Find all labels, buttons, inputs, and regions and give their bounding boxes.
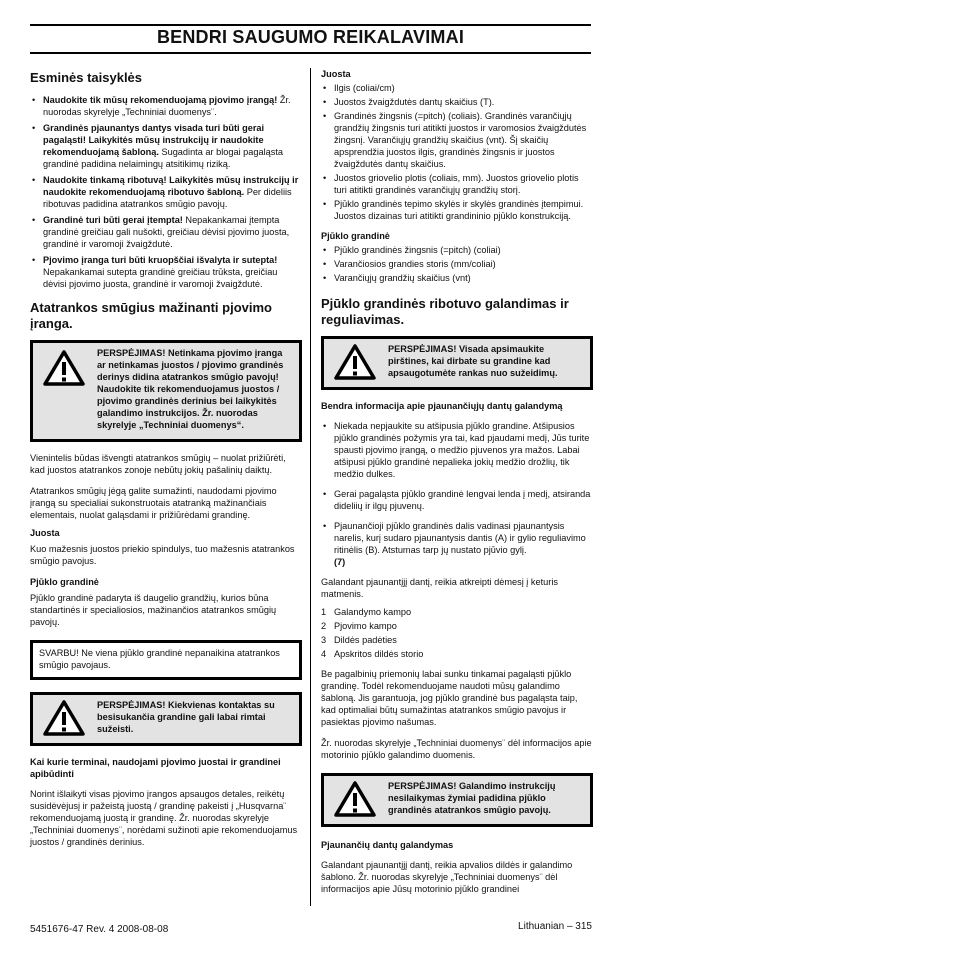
subheading-terms: Kai kurie terminai, naudojami pjovimo juostai ir grandinei apibūdinti: [30, 757, 281, 779]
header-bottom-rule: [30, 52, 591, 54]
subheading-chain: Pjūklo grandinė: [321, 231, 390, 241]
footer-page-number: Lithuanian – 315: [518, 921, 592, 932]
list-item: • Naudokite tik mūsų rekomenduojamą pjovimo įrangą! Žr. nuorodas skyrelyje „Techniniai duomenys¨.: [30, 94, 302, 118]
list-item: • Varančiųjų grandžių skaičius (vnt): [321, 272, 593, 284]
paragraph: Galandant pjaunantįjį dantį, reikia atkreipti dėmesį į keturis matmenis.: [321, 577, 558, 599]
list-item: 3 Dildės padėties: [321, 635, 397, 645]
paragraph: Pjūklo grandinė padaryta iš daugelio grandžių, kurios būna standartinės ir specialiosios, mažinančios atatrankos smūgių pavojų.: [30, 593, 277, 627]
important-box: SVARBU! Ne viena pjūklo grandinė nepanaikina atatrankos smūgio pavojaus.: [30, 640, 302, 680]
page-title: BENDRI SAUGUMO REIKALAVIMAI: [156, 27, 465, 47]
list-item: • Ilgis (coliai/cm): [321, 82, 593, 94]
list-item: 2 Pjovimo kampo: [321, 621, 397, 631]
paragraph: Norint išlaikyti visas pjovimo įrangos apsaugos detales, reikėtų susidėvėjusį ir pažeistą juostą / grandinę pakeisti į „Husqvarna¨ rekomenduojamą juostą ir grandinę. Žr. nuorodas skyrelyje „Techniniai duomenys¨, norėdami sužinoti apie rekomenduojamus juostos / grandinės derinius.: [30, 789, 298, 847]
warning-triangle-icon: [39, 699, 89, 737]
warning-box: [321, 773, 593, 827]
list-item: 4 Apskritos dildės storio: [321, 649, 424, 659]
sharpening-info-list: [321, 420, 593, 568]
list-item: • Juostos žvaigždutės dantų skaičius (T).: [321, 96, 593, 108]
paragraph: Atatrankos smūgių jėgą galite sumažinti, naudodami pjovimo įrangą su specialiai sukonstruotais atatranką mažinančiais elementais, nuolat galąsdami ir prižiūrėdami grandinę.: [30, 486, 277, 520]
list-item: • Gerai pagaląsta pjūklo grandinė lengvai lenda į medį, atsiranda dideliių ir ilgų pjuvenų.: [321, 488, 593, 512]
list-item: 1 Galandymo kampo: [321, 607, 412, 617]
list-item: • Pjaunančioji pjūklo grandinės dalis vadinasi pjaunantysis narelis, kurį sudaro pjaunantysis dantis (A) ir gylio reguliavimo ritinėlis (B). Atstumas tarp jų nustato pjūvio gylį. (7): [321, 520, 593, 568]
sharpening-dimensions-list: [321, 606, 593, 660]
list-item: • Grandinės pjaunantys dantys visada turi būti gerai pagaląsti! Laikykitės mūsų instrukcijų ir naudokite rekomenduojamą šabloną. Sugadinta ar blogai pagaląsta grandinė padidina nelaimingų atsitikimų riziką.: [30, 122, 302, 170]
list-item: • Pjovimo įranga turi būti kruopščiai išvalyta ir sutepta! Nepakankamai sutepta grandinė greičiau trūksta, greičiau dėvisi pjovimo juosta, grandinė ir varomoji žvaigždutė.: [30, 254, 302, 290]
right-column: [321, 68, 593, 904]
column-divider: [310, 68, 311, 906]
heading-basic-rules: Esminės taisyklės: [30, 70, 143, 85]
basic-rules-list: [30, 94, 302, 290]
left-column: [30, 68, 302, 857]
figure-reference: (7): [334, 557, 346, 567]
warning-triangle-icon: [330, 780, 380, 818]
subheading-chain: Pjūklo grandinė: [30, 577, 99, 587]
subheading-cutter-sharpening: Pjaunančių dantų galandymas: [321, 840, 454, 850]
bar-specs-list: [321, 82, 593, 222]
list-item: • Pjūklo grandinės tepimo skylės ir skylės grandinės įtempimui. Juostos dizainas turi atitikti grandininio pjūklo konstrukciją.: [321, 198, 593, 222]
heading-sharpening: Pjūklo grandinės ribotuvo galandimas ir reguliavimas.: [321, 296, 569, 327]
warning-text: PERSPĖJIMAS! Kiekvienas kontaktas su besisukančia grandine gali labai rimtai sužeisti.: [97, 700, 275, 734]
heading-kickback-equipment: Atatrankos smūgius mažinanti pjovimo įranga.: [30, 300, 272, 331]
warning-box: [30, 692, 302, 746]
warning-triangle-icon: [39, 347, 89, 389]
subheading-general-info: Bendra informacija apie pjaunančiųjų dantų galandymą: [321, 401, 563, 411]
warning-text: PERSPĖJIMAS! Galandimo instrukcijų nesilaikymas žymiai padidina pjūklo grandinės atatrankos smūgio pavojų.: [388, 781, 556, 815]
list-item: • Varančiosios grandies storis (mm/coliai): [321, 258, 593, 270]
chain-specs-list: [321, 244, 593, 284]
subheading-bar: Juosta: [321, 69, 351, 79]
list-item: • Grandinė turi būti gerai įtempta! Nepakankamai įtempta grandinė greičiau gali nušokti, greičiau dėvisi pjovimo juosta, grandinė ir varomoji žvaigždutė.: [30, 214, 302, 250]
paragraph: Be pagalbinių priemonių labai sunku tinkamai pagaląsti pjūklo grandinę. Todėl rekomenduojame naudoti mūsų galandimo šabloną. Jis garantuoja, jog pjūklo grandinė bus pagaląsta taip, kad optimaliai būtų sumažintas atatrankos smūgio pavojus ir pasiektas pjovimo našumas.: [321, 669, 578, 727]
list-item: • Naudokite tinkamą ribotuvą! Laikykitės mūsų instrukcijų ir naudokite rekomenduojamą ribotuvo šabloną. Per dideliis ribotuvas padidina atatrankos smūgio pavojų.: [30, 174, 302, 210]
list-item: • Niekada nepjaukite su atšipusia pjūklo grandine. Atšipusios pjūklo grandinės požymis yra tai, kad pjaudami medį, Jūs turite spausti pjovimo įrangą, o medžio pjuvenos yra mažos. Labai atšipusi pjūklo grandinė nepalieka jokių medžio drožlių, tik medžio dulkes.: [321, 420, 593, 480]
footer-doc-id: 5451676-47 Rev. 4 2008-08-08: [30, 924, 169, 935]
warning-triangle-icon: [330, 343, 380, 381]
warning-box: [321, 336, 593, 390]
paragraph: Galandant pjaunantįjį dantį, reikia apvalios dildės ir galandimo šablono. Žr. nuorodas skyrelyje „Techniniai duomenys¨ dėl informacijos apie Jūsų motorinio pjūklo grandinei: [321, 860, 573, 894]
paragraph: Kuo mažesnis juostos priekio spindulys, tuo mažesnis atatrankos smūgio pavojus.: [30, 544, 295, 566]
header-top-rule: [30, 24, 591, 26]
subheading-bar: Juosta: [30, 528, 60, 538]
list-item: • Pjūklo grandinės žingsnis (=pitch) (coliai): [321, 244, 593, 256]
warning-text: PERSPĖJIMAS! Visada apsimaukite pirštines, kai dirbate su grandine kad apsaugotumėte rankas nuo sužeidimų.: [388, 344, 558, 378]
list-item: • Juostos griovelio plotis (coliais, mm). Juostos griovelio plotis turi atitikti grandinės varančiųjų grandžių storį.: [321, 172, 593, 196]
paragraph: Vienintelis būdas išvengti atatrankos smūgių – nuolat prižiūrėti, kad juostos atatrankos zonoje nebūtų jokių pašalinių daiktų.: [30, 453, 286, 475]
warning-box: [30, 340, 302, 442]
warning-text: PERSPĖJIMAS! Netinkama pjovimo įranga ar netinkamas juostos / pjovimo grandinės derinys didina atatrankos smūgio pavojų! Naudokite tik rekomenduojamus juostos / pjovimo grandinės derinius bei laikykitės galandimo instrukcijos. Žr. nuorodas skyrelyje „Techniniai duomenys“.: [97, 348, 284, 430]
paragraph: Žr. nuorodas skyrelyje „Techniniai duomenys¨ dėl informacijos apie motorinio pjūklo galandimo duomenis.: [321, 738, 592, 760]
list-item: • Grandinės žingsnis (=pitch) (coliais). Grandinės varančiųjų grandžių žingsnis turi atitikti juostos ir varomosios žvaigždutės žingsnį. Varančiųjų grandžių skaičius (vnt). Šį skaičių apsprendžia juostos ilgis, grandinės žingsnis ir juostos žvaigždutės dantų skaičius.: [321, 110, 593, 170]
